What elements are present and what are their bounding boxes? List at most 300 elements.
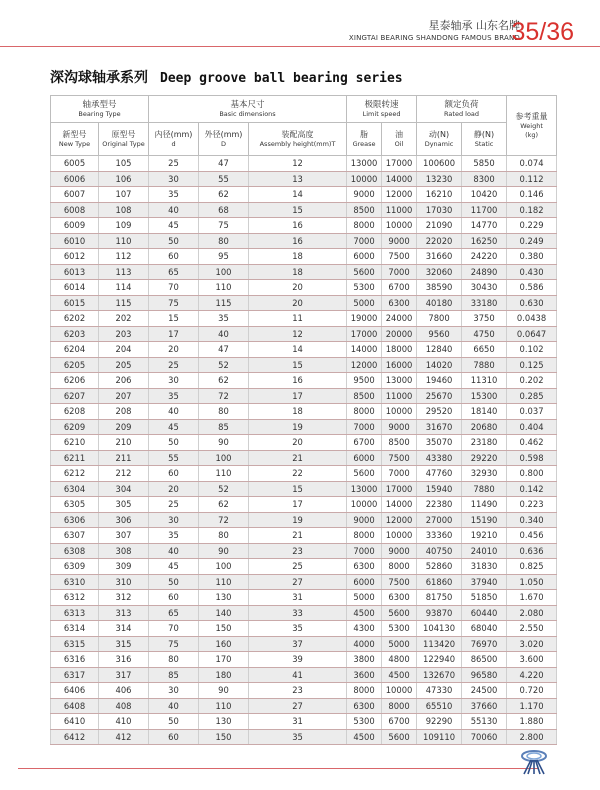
cell-outer-diameter: 170 <box>199 652 249 668</box>
cell-oil-speed: 7500 <box>382 249 417 265</box>
header-inner-diameter: 内径(mm) d <box>149 123 199 156</box>
cell-dynamic-load: 93870 <box>417 605 462 621</box>
table-row <box>51 559 557 575</box>
table-row <box>51 326 557 342</box>
cell-static-load: 15190 <box>462 512 507 528</box>
cell-grease-speed: 9000 <box>347 187 382 203</box>
cell-oil-speed: 10000 <box>382 528 417 544</box>
cell-static-load: 31830 <box>462 559 507 575</box>
cell-weight: 0.146 <box>507 187 557 203</box>
header-original-type: 原型号 Original Type <box>99 123 149 156</box>
cell-static-load: 33180 <box>462 295 507 311</box>
cell-outer-diameter: 115 <box>199 295 249 311</box>
cell-weight: 0.112 <box>507 171 557 187</box>
cell-oil-speed: 4500 <box>382 667 417 683</box>
cell-oil-speed: 9000 <box>382 419 417 435</box>
cell-static-load: 20680 <box>462 419 507 435</box>
cell-original-type: 204 <box>99 342 149 358</box>
cell-static-load: 32930 <box>462 466 507 482</box>
cell-assembly-height: 14 <box>249 342 347 358</box>
table-row <box>51 574 557 590</box>
cell-new-type: 6006 <box>51 171 99 187</box>
cell-oil-speed: 14000 <box>382 171 417 187</box>
cell-static-load: 16250 <box>462 233 507 249</box>
brand-header <box>349 20 520 44</box>
table-row <box>51 683 557 699</box>
cell-original-type: 313 <box>99 605 149 621</box>
cell-static-load: 70060 <box>462 729 507 745</box>
cell-outer-diameter: 80 <box>199 233 249 249</box>
cell-dynamic-load: 92290 <box>417 714 462 730</box>
cell-inner-diameter: 80 <box>149 652 199 668</box>
cell-dynamic-load: 22380 <box>417 497 462 513</box>
cell-oil-speed: 5600 <box>382 729 417 745</box>
cell-assembly-height: 13 <box>249 171 347 187</box>
cell-static-load: 11700 <box>462 202 507 218</box>
cell-outer-diameter: 95 <box>199 249 249 265</box>
cell-dynamic-load: 25670 <box>417 388 462 404</box>
cell-dynamic-load: 104130 <box>417 621 462 637</box>
cell-oil-speed: 18000 <box>382 342 417 358</box>
cell-outer-diameter: 140 <box>199 605 249 621</box>
cell-dynamic-load: 27000 <box>417 512 462 528</box>
table-row <box>51 435 557 451</box>
table-row <box>51 218 557 234</box>
cell-static-load: 24890 <box>462 264 507 280</box>
cell-outer-diameter: 110 <box>199 280 249 296</box>
header-assembly-height: 装配高度 Assembly height(mm)T <box>249 123 347 156</box>
cell-dynamic-load: 14020 <box>417 357 462 373</box>
cell-inner-diameter: 45 <box>149 218 199 234</box>
cell-grease-speed: 4500 <box>347 729 382 745</box>
cell-original-type: 304 <box>99 481 149 497</box>
cell-inner-diameter: 15 <box>149 311 199 327</box>
cell-static-load: 8300 <box>462 171 507 187</box>
cell-outer-diameter: 110 <box>199 466 249 482</box>
cell-outer-diameter: 130 <box>199 590 249 606</box>
cell-inner-diameter: 30 <box>149 512 199 528</box>
group-limit-speed: 极限转速 Limit speed <box>347 96 417 123</box>
cell-outer-diameter: 100 <box>199 450 249 466</box>
cell-grease-speed: 8500 <box>347 388 382 404</box>
cell-weight: 4.220 <box>507 667 557 683</box>
cell-outer-diameter: 110 <box>199 574 249 590</box>
cell-inner-diameter: 75 <box>149 636 199 652</box>
cell-grease-speed: 9500 <box>347 373 382 389</box>
cell-original-type: 412 <box>99 729 149 745</box>
table-row <box>51 404 557 420</box>
cell-inner-diameter: 50 <box>149 435 199 451</box>
cell-oil-speed: 24000 <box>382 311 417 327</box>
cell-oil-speed: 6700 <box>382 714 417 730</box>
cell-new-type: 6408 <box>51 698 99 714</box>
cell-weight: 1.170 <box>507 698 557 714</box>
cell-grease-speed: 8000 <box>347 683 382 699</box>
group-basic-dimensions: 基本尺寸 Basic dimensions <box>149 96 347 123</box>
cell-weight: 1.050 <box>507 574 557 590</box>
cell-weight: 0.202 <box>507 373 557 389</box>
cell-assembly-height: 14 <box>249 187 347 203</box>
cell-assembly-height: 31 <box>249 590 347 606</box>
table-row <box>51 280 557 296</box>
cell-weight: 0.630 <box>507 295 557 311</box>
cell-oil-speed: 17000 <box>382 156 417 172</box>
cell-new-type: 6310 <box>51 574 99 590</box>
cell-weight: 0.598 <box>507 450 557 466</box>
cell-outer-diameter: 62 <box>199 373 249 389</box>
cell-inner-diameter: 30 <box>149 373 199 389</box>
table-row <box>51 373 557 389</box>
cell-weight: 0.404 <box>507 419 557 435</box>
cell-new-type: 6206 <box>51 373 99 389</box>
page-title <box>50 67 403 87</box>
cell-weight: 0.0647 <box>507 326 557 342</box>
cell-grease-speed: 3800 <box>347 652 382 668</box>
cell-new-type: 6013 <box>51 264 99 280</box>
cell-dynamic-load: 100600 <box>417 156 462 172</box>
table-row <box>51 295 557 311</box>
cell-assembly-height: 25 <box>249 559 347 575</box>
cell-original-type: 115 <box>99 295 149 311</box>
cell-oil-speed: 7000 <box>382 264 417 280</box>
cell-dynamic-load: 61860 <box>417 574 462 590</box>
cell-outer-diameter: 85 <box>199 419 249 435</box>
cell-dynamic-load: 65510 <box>417 698 462 714</box>
cell-outer-diameter: 35 <box>199 311 249 327</box>
cell-dynamic-load: 35070 <box>417 435 462 451</box>
cell-oil-speed: 4800 <box>382 652 417 668</box>
cell-new-type: 6015 <box>51 295 99 311</box>
cell-grease-speed: 6000 <box>347 574 382 590</box>
cell-assembly-height: 35 <box>249 621 347 637</box>
cell-static-load: 55130 <box>462 714 507 730</box>
cell-new-type: 6305 <box>51 497 99 513</box>
cell-assembly-height: 17 <box>249 497 347 513</box>
cell-grease-speed: 6000 <box>347 249 382 265</box>
cell-assembly-height: 12 <box>249 326 347 342</box>
cell-original-type: 306 <box>99 512 149 528</box>
cell-dynamic-load: 109110 <box>417 729 462 745</box>
cell-new-type: 6304 <box>51 481 99 497</box>
cell-grease-speed: 9000 <box>347 512 382 528</box>
cell-assembly-height: 12 <box>249 156 347 172</box>
cell-static-load: 14770 <box>462 218 507 234</box>
cell-inner-diameter: 65 <box>149 605 199 621</box>
cell-static-load: 18140 <box>462 404 507 420</box>
cell-static-load: 60440 <box>462 605 507 621</box>
cell-grease-speed: 3600 <box>347 667 382 683</box>
cell-dynamic-load: 38590 <box>417 280 462 296</box>
cell-new-type: 6316 <box>51 652 99 668</box>
cell-original-type: 408 <box>99 698 149 714</box>
cell-grease-speed: 4500 <box>347 605 382 621</box>
cell-outer-diameter: 40 <box>199 326 249 342</box>
cell-grease-speed: 8500 <box>347 202 382 218</box>
cell-assembly-height: 41 <box>249 667 347 683</box>
cell-original-type: 310 <box>99 574 149 590</box>
table-row <box>51 652 557 668</box>
cell-weight: 0.340 <box>507 512 557 528</box>
cell-weight: 0.0438 <box>507 311 557 327</box>
cell-oil-speed: 5000 <box>382 636 417 652</box>
header-outer-diameter: 外径(mm) D <box>199 123 249 156</box>
cell-original-type: 410 <box>99 714 149 730</box>
table-row <box>51 156 557 172</box>
cell-new-type: 6009 <box>51 218 99 234</box>
table-row <box>51 481 557 497</box>
cell-dynamic-load: 29520 <box>417 404 462 420</box>
cell-original-type: 211 <box>99 450 149 466</box>
header-oil: 油 Oil <box>382 123 417 156</box>
cell-outer-diameter: 90 <box>199 435 249 451</box>
cell-inner-diameter: 35 <box>149 388 199 404</box>
cell-outer-diameter: 130 <box>199 714 249 730</box>
cell-dynamic-load: 17030 <box>417 202 462 218</box>
cell-assembly-height: 35 <box>249 729 347 745</box>
cell-inner-diameter: 25 <box>149 497 199 513</box>
cell-outer-diameter: 100 <box>199 559 249 575</box>
cell-outer-diameter: 72 <box>199 512 249 528</box>
cell-assembly-height: 15 <box>249 481 347 497</box>
cell-outer-diameter: 68 <box>199 202 249 218</box>
bearing-table <box>50 95 557 745</box>
cell-static-load: 24010 <box>462 543 507 559</box>
cell-static-load: 68040 <box>462 621 507 637</box>
cell-assembly-height: 19 <box>249 419 347 435</box>
cell-new-type: 6315 <box>51 636 99 652</box>
cell-grease-speed: 13000 <box>347 156 382 172</box>
cell-oil-speed: 10000 <box>382 683 417 699</box>
title-cn: 深沟球轴承系列 <box>50 70 148 86</box>
cell-assembly-height: 16 <box>249 218 347 234</box>
cell-weight: 0.430 <box>507 264 557 280</box>
cell-assembly-height: 37 <box>249 636 347 652</box>
cell-assembly-height: 31 <box>249 714 347 730</box>
cell-inner-diameter: 70 <box>149 621 199 637</box>
cell-inner-diameter: 50 <box>149 714 199 730</box>
cell-assembly-height: 20 <box>249 295 347 311</box>
table-row <box>51 667 557 683</box>
cell-grease-speed: 8000 <box>347 528 382 544</box>
cell-inner-diameter: 70 <box>149 280 199 296</box>
cell-oil-speed: 13000 <box>382 373 417 389</box>
cell-original-type: 210 <box>99 435 149 451</box>
cell-oil-speed: 12000 <box>382 512 417 528</box>
cell-grease-speed: 13000 <box>347 481 382 497</box>
header-dynamic: 动(N) Dynamic <box>417 123 462 156</box>
cell-grease-speed: 6300 <box>347 559 382 575</box>
cell-assembly-height: 27 <box>249 574 347 590</box>
cell-grease-speed: 19000 <box>347 311 382 327</box>
cell-oil-speed: 17000 <box>382 481 417 497</box>
cell-dynamic-load: 32060 <box>417 264 462 280</box>
cell-assembly-height: 27 <box>249 698 347 714</box>
cell-original-type: 105 <box>99 156 149 172</box>
cell-static-load: 7880 <box>462 357 507 373</box>
table-row <box>51 264 557 280</box>
cell-new-type: 6202 <box>51 311 99 327</box>
cell-dynamic-load: 81750 <box>417 590 462 606</box>
table-row <box>51 466 557 482</box>
cell-grease-speed: 14000 <box>347 342 382 358</box>
cell-assembly-height: 39 <box>249 652 347 668</box>
cell-oil-speed: 8000 <box>382 559 417 575</box>
cell-new-type: 6207 <box>51 388 99 404</box>
cell-outer-diameter: 80 <box>199 404 249 420</box>
cell-outer-diameter: 110 <box>199 698 249 714</box>
table-row <box>51 497 557 513</box>
cell-new-type: 6010 <box>51 233 99 249</box>
cell-weight: 0.285 <box>507 388 557 404</box>
cell-original-type: 315 <box>99 636 149 652</box>
cell-new-type: 6317 <box>51 667 99 683</box>
cell-dynamic-load: 21090 <box>417 218 462 234</box>
table-row <box>51 233 557 249</box>
cell-new-type: 6205 <box>51 357 99 373</box>
cell-static-load: 37660 <box>462 698 507 714</box>
cell-oil-speed: 8000 <box>382 698 417 714</box>
cell-weight: 0.037 <box>507 404 557 420</box>
cell-assembly-height: 15 <box>249 357 347 373</box>
cell-static-load: 11310 <box>462 373 507 389</box>
cell-original-type: 109 <box>99 218 149 234</box>
cell-new-type: 6208 <box>51 404 99 420</box>
cell-dynamic-load: 19460 <box>417 373 462 389</box>
cell-inner-diameter: 25 <box>149 357 199 373</box>
table-row <box>51 419 557 435</box>
cell-inner-diameter: 20 <box>149 342 199 358</box>
header-divider <box>0 46 600 47</box>
cell-inner-diameter: 55 <box>149 450 199 466</box>
brand-name-cn: 星泰轴承 山东名牌 <box>428 19 520 32</box>
cell-new-type: 6308 <box>51 543 99 559</box>
table-body <box>51 156 557 745</box>
cell-outer-diameter: 100 <box>199 264 249 280</box>
header-weight: 参考重量 Weight (kg) <box>507 96 557 156</box>
cell-static-load: 4750 <box>462 326 507 342</box>
cell-oil-speed: 9000 <box>382 233 417 249</box>
cell-outer-diameter: 47 <box>199 342 249 358</box>
table-row <box>51 450 557 466</box>
cell-assembly-height: 33 <box>249 605 347 621</box>
cell-assembly-height: 20 <box>249 280 347 296</box>
cell-inner-diameter: 35 <box>149 528 199 544</box>
cell-original-type: 203 <box>99 326 149 342</box>
cell-outer-diameter: 55 <box>199 171 249 187</box>
cell-static-load: 5850 <box>462 156 507 172</box>
cell-oil-speed: 6300 <box>382 295 417 311</box>
cell-dynamic-load: 33360 <box>417 528 462 544</box>
table-row <box>51 249 557 265</box>
cell-static-load: 30430 <box>462 280 507 296</box>
cell-weight: 1.880 <box>507 714 557 730</box>
cell-new-type: 6007 <box>51 187 99 203</box>
cell-oil-speed: 14000 <box>382 497 417 513</box>
cell-weight: 0.249 <box>507 233 557 249</box>
cell-static-load: 7880 <box>462 481 507 497</box>
table-row <box>51 342 557 358</box>
cell-inner-diameter: 85 <box>149 667 199 683</box>
cell-assembly-height: 16 <box>249 373 347 389</box>
cell-new-type: 6412 <box>51 729 99 745</box>
cell-weight: 0.825 <box>507 559 557 575</box>
cell-inner-diameter: 40 <box>149 202 199 218</box>
cell-weight: 0.142 <box>507 481 557 497</box>
cell-dynamic-load: 52860 <box>417 559 462 575</box>
cell-original-type: 207 <box>99 388 149 404</box>
cell-oil-speed: 7500 <box>382 574 417 590</box>
cell-grease-speed: 8000 <box>347 404 382 420</box>
cell-oil-speed: 11000 <box>382 202 417 218</box>
cell-outer-diameter: 47 <box>199 156 249 172</box>
cell-outer-diameter: 80 <box>199 528 249 544</box>
cell-original-type: 205 <box>99 357 149 373</box>
cell-dynamic-load: 9560 <box>417 326 462 342</box>
table-row <box>51 714 557 730</box>
cell-weight: 2.080 <box>507 605 557 621</box>
cell-oil-speed: 7000 <box>382 466 417 482</box>
cell-oil-speed: 6700 <box>382 280 417 296</box>
table-row <box>51 357 557 373</box>
cell-oil-speed: 5300 <box>382 621 417 637</box>
cell-outer-diameter: 160 <box>199 636 249 652</box>
cell-weight: 0.636 <box>507 543 557 559</box>
company-logo-icon <box>520 748 548 776</box>
table-row <box>51 512 557 528</box>
cell-new-type: 6313 <box>51 605 99 621</box>
cell-assembly-height: 19 <box>249 512 347 528</box>
table-row <box>51 543 557 559</box>
cell-new-type: 6406 <box>51 683 99 699</box>
cell-original-type: 305 <box>99 497 149 513</box>
cell-static-load: 23180 <box>462 435 507 451</box>
cell-inner-diameter: 25 <box>149 156 199 172</box>
cell-grease-speed: 5000 <box>347 295 382 311</box>
cell-grease-speed: 4000 <box>347 636 382 652</box>
table-row <box>51 590 557 606</box>
cell-assembly-height: 21 <box>249 528 347 544</box>
cell-dynamic-load: 122940 <box>417 652 462 668</box>
cell-original-type: 112 <box>99 249 149 265</box>
cell-original-type: 314 <box>99 621 149 637</box>
cell-static-load: 3750 <box>462 311 507 327</box>
cell-grease-speed: 10000 <box>347 171 382 187</box>
cell-assembly-height: 22 <box>249 466 347 482</box>
cell-weight: 0.586 <box>507 280 557 296</box>
table-row <box>51 171 557 187</box>
cell-dynamic-load: 12840 <box>417 342 462 358</box>
cell-oil-speed: 5600 <box>382 605 417 621</box>
cell-dynamic-load: 15940 <box>417 481 462 497</box>
cell-new-type: 6307 <box>51 528 99 544</box>
cell-inner-diameter: 65 <box>149 264 199 280</box>
cell-assembly-height: 17 <box>249 388 347 404</box>
cell-weight: 0.720 <box>507 683 557 699</box>
cell-inner-diameter: 20 <box>149 481 199 497</box>
cell-grease-speed: 5300 <box>347 714 382 730</box>
cell-dynamic-load: 132670 <box>417 667 462 683</box>
cell-assembly-height: 18 <box>249 404 347 420</box>
cell-grease-speed: 7000 <box>347 543 382 559</box>
cell-outer-diameter: 180 <box>199 667 249 683</box>
cell-static-load: 19210 <box>462 528 507 544</box>
cell-assembly-height: 15 <box>249 202 347 218</box>
cell-static-load: 86500 <box>462 652 507 668</box>
cell-assembly-height: 11 <box>249 311 347 327</box>
table-row <box>51 605 557 621</box>
cell-grease-speed: 8000 <box>347 218 382 234</box>
cell-dynamic-load: 113420 <box>417 636 462 652</box>
